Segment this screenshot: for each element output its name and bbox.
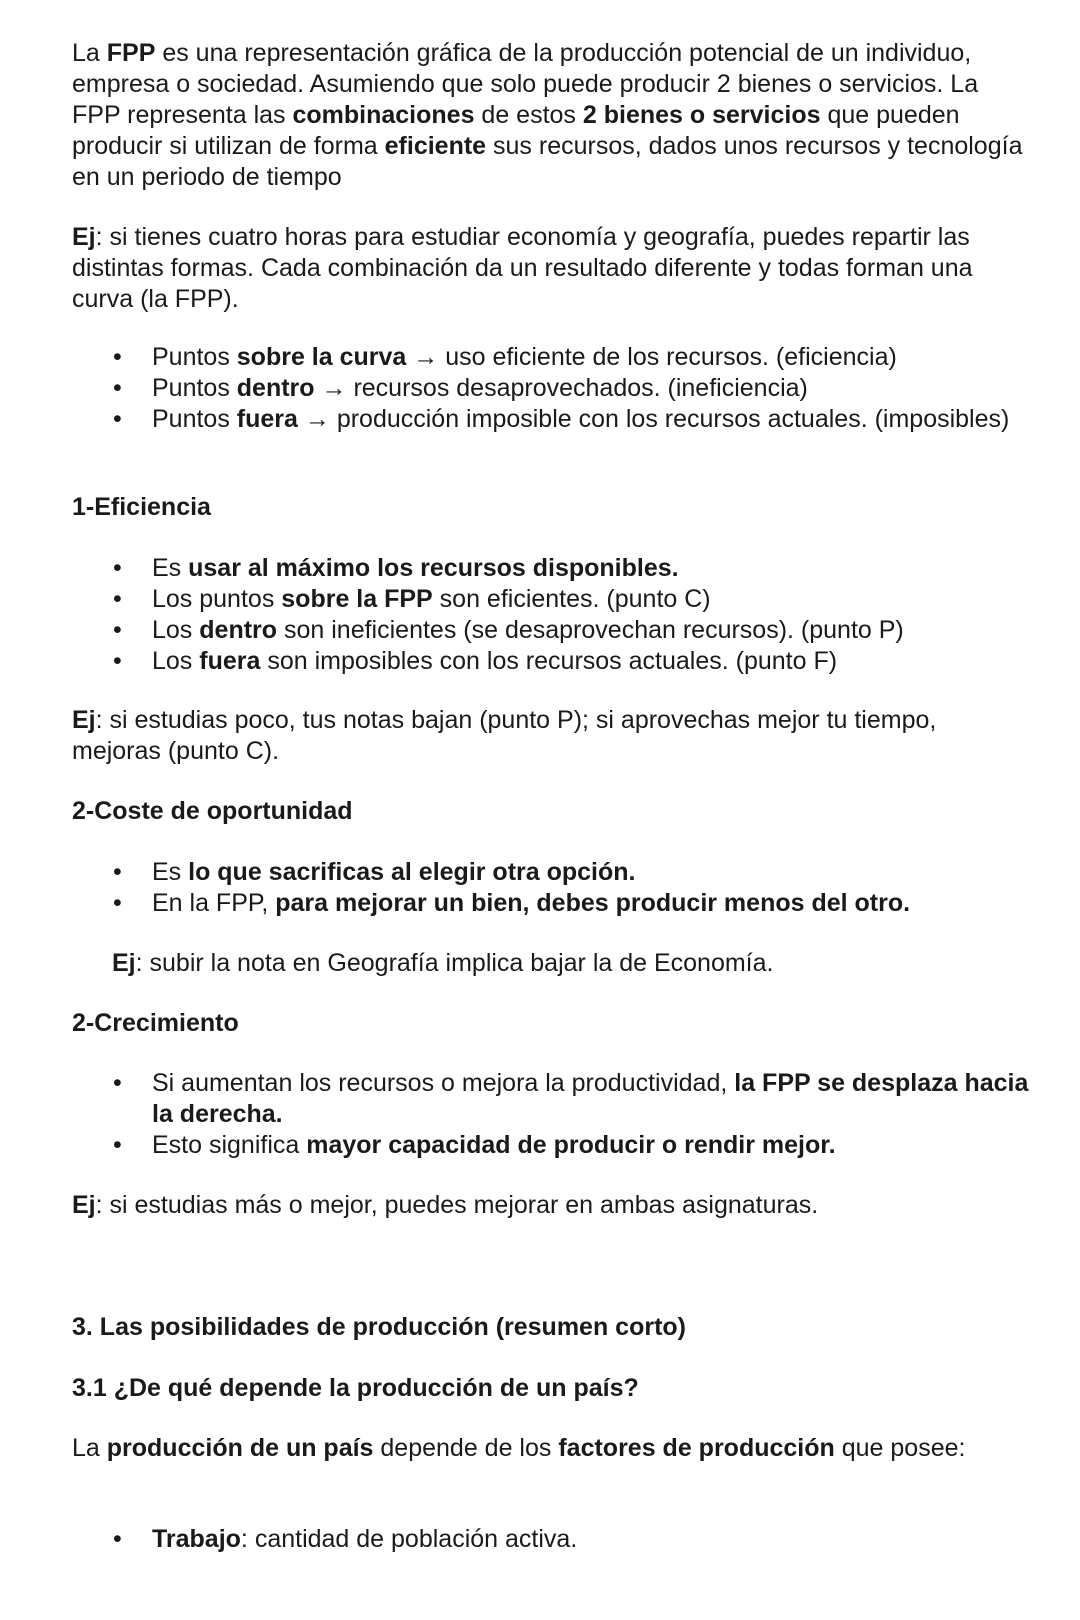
bullet-icon: • [113,405,122,433]
intro-paragraph [72,38,1032,193]
text-run: Si aumentan los recursos o mejora la productividad, [152,1069,735,1097]
list-item [0,1130,1032,1161]
bold-text: lo que sacrificas al elegir otra opción. [188,858,636,886]
bullet-icon: • [113,585,122,613]
text-run: Puntos [152,374,237,402]
heading-section-3-1: 3.1 ¿De qué depende la producción de un país? [72,1374,639,1402]
text-run: Es [152,858,189,886]
text-run: Puntos [152,405,237,433]
text-run: → recursos desaprovechados. (ineficiencia) [314,374,808,402]
list-item [0,342,1032,373]
bold-text: Ej [72,706,96,734]
bullet-icon: • [113,889,122,917]
bold-text: sobre la FPP [281,585,433,613]
bullet-icon: • [113,554,122,582]
bold-text: usar al máximo los recursos disponibles. [188,554,679,582]
list-item [0,553,1032,584]
bullet-icon: • [113,1069,122,1097]
bold-text: 2 bienes o servicios [582,101,821,129]
example-paragraph-3 [112,948,1072,979]
text-run: → producción imposible con los recursos actuales. (imposibles) [297,405,1010,433]
text-run: En la FPP, [152,889,276,917]
text-run: Los [152,616,200,644]
bold-text: fuera [199,647,261,675]
text-run: : subir la nota en Geografía implica bajar la de Economía. [135,949,774,977]
bullet-icon: • [113,1131,122,1159]
text-run: Esto significa [152,1131,307,1159]
text-run: que posee: [834,1434,966,1462]
bold-text: factores de producción [558,1434,835,1462]
text-run: La [72,1434,107,1462]
list-item [0,857,1032,888]
heading-section-3: 3. Las posibilidades de producción (resumen corto) [72,1313,687,1341]
bold-text: dentro [236,374,315,402]
text-run: son eficientes. (punto C) [432,585,711,613]
example-paragraph-1 [72,222,1032,315]
text-run: Los puntos [152,585,282,613]
bullet-icon: • [113,647,122,675]
bold-text: Ej [112,949,136,977]
bold-text: dentro [199,616,278,644]
bold-text: la FPP se desplaza hacia la derecha. [152,1069,1029,1128]
bold-text: FPP [106,39,156,67]
coste-list [0,857,1040,919]
points-list [0,342,1040,435]
heading-coste-oportunidad: 2-Coste de oportunidad [72,797,353,825]
produccion-paragraph [72,1433,1032,1464]
list-item [0,404,1032,435]
bold-text: mayor capacidad de producir o rendir mejor. [306,1131,836,1159]
text-run: depende de los [373,1434,559,1462]
text-run: → uso eficiente de los recursos. (eficiencia) [406,343,897,371]
list-item [0,1068,1032,1130]
text-run: son ineficientes (se desaprovechan recursos). (punto P) [277,616,904,644]
bold-text: combinaciones [292,101,475,129]
heading-crecimiento: 2-Crecimiento [72,1009,239,1037]
bullet-icon: • [113,616,122,644]
bold-text: sobre la curva [236,343,407,371]
example-paragraph-2 [72,705,1032,767]
bold-text: Ej [72,223,96,251]
text-run: es una representación gráfica de la producción potencial de un individuo, empresa o sociedad. Asumiendo que solo puede producir 2 bienes o servicios. La FPP representa las [72,39,979,129]
list-item [0,615,1032,646]
list-item [0,646,1032,677]
text-run: Los [152,647,200,675]
bold-text: Ej [72,1191,96,1219]
text-run: : si estudias poco, tus notas bajan (punto P); si aprovechas mejor tu tiempo, mejoras (punto C). [72,706,937,765]
list-item [0,584,1032,615]
bullet-icon: • [113,1525,122,1553]
list-item [0,373,1032,404]
text-run: La [72,39,107,67]
text-run: Puntos [152,343,237,371]
text-run: que pueden producir si utilizan de forma [72,101,960,160]
bold-text: para mejorar un bien, debes producir menos del otro. [275,889,911,917]
bold-text: fuera [236,405,298,433]
crecimiento-list [0,1068,1040,1161]
bold-text: producción de un país [106,1434,374,1462]
text-run: : cantidad de población activa. [240,1525,578,1553]
bullet-icon: • [113,343,122,371]
bold-text: eficiente [384,132,487,160]
list-item [0,888,1032,919]
example-paragraph-4 [72,1190,1032,1221]
factores-list [0,1524,1040,1555]
bullet-icon: • [113,858,122,886]
eficiencia-list [0,553,1040,677]
list-item [0,1524,1032,1555]
text-run: son imposibles con los recursos actuales. (punto F) [260,647,838,675]
text-run: Es [152,554,189,582]
bold-text: Trabajo [152,1525,241,1553]
text-run: sus recursos, dados unos recursos y tecnología en un periodo de tiempo [72,132,1023,191]
heading-eficiencia: 1-Eficiencia [72,493,211,521]
text-run: : si estudias más o mejor, puedes mejorar en ambas asignaturas. [95,1191,819,1219]
text-run: : si tienes cuatro horas para estudiar economía y geografía, puedes repartir las distintas formas. Cada combinación da un resultado diferente y todas forman una curva (la FPP). [72,223,973,313]
bullet-icon: • [113,374,122,402]
text-run: de estos [474,101,583,129]
